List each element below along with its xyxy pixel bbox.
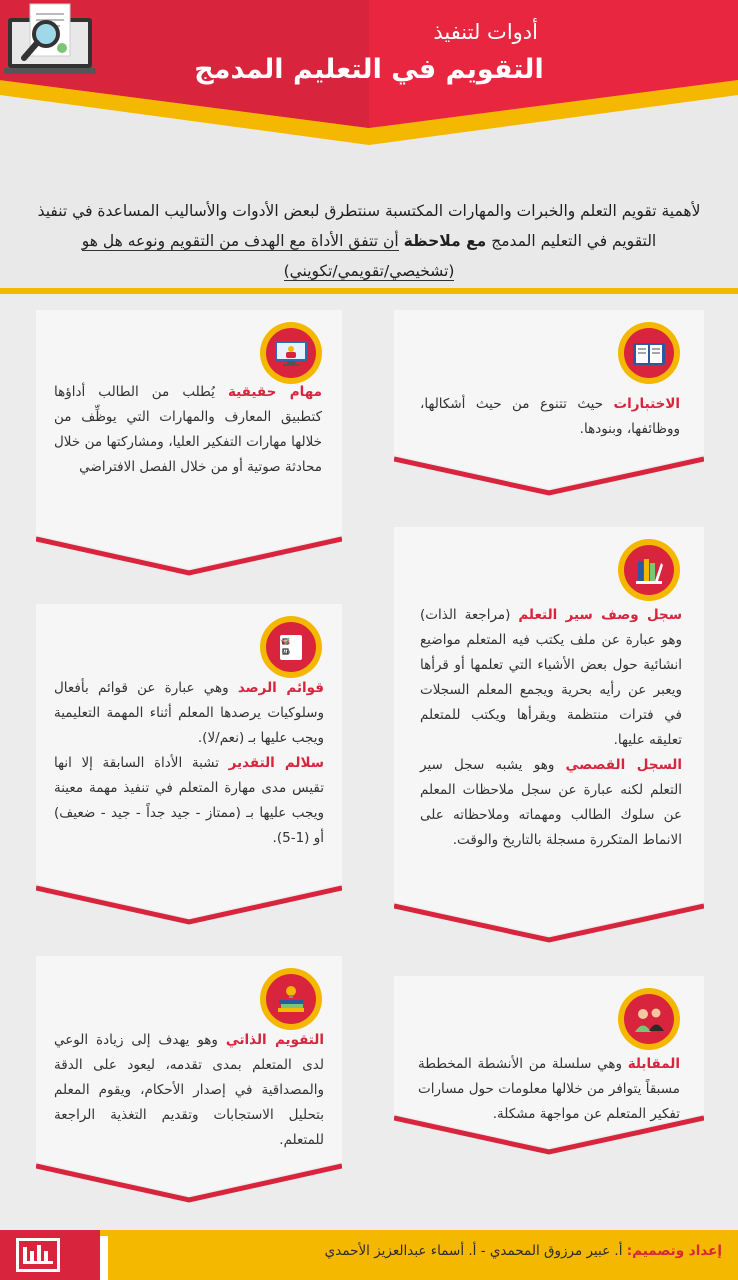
intro-bold: مع ملاحظة — [403, 232, 487, 250]
card-self-assessment — [36, 956, 342, 1222]
card-tasks-text: مهام حقيقية يُطلب من الطالب أداؤها كتطبيق المعارف والمهارات التي يوظِّف من خلالها مهارات التفكير العليا، ومشاركتها من خلال محادثة صوتية أو من خلال الفصل الافتراضي — [54, 384, 322, 475]
credits-label: إعداد وتصميم: — [626, 1243, 722, 1259]
card-interview — [394, 976, 704, 1174]
files-icon — [618, 539, 680, 601]
card-tests — [394, 310, 704, 515]
card-real-tasks — [36, 310, 342, 595]
header — [0, 0, 738, 180]
header-subtitle: أدوات لتنفيذ — [433, 20, 538, 44]
keyword-self-assessment: التقويم الذاتي — [225, 1032, 325, 1048]
video-lesson-icon — [260, 322, 322, 384]
logo-icon — [16, 1238, 60, 1272]
keyword-checklists: قوائم الرصد — [237, 680, 324, 696]
card-interview-text: المقابلة وهي سلسلة من الأنشطة المخططة مسبقاً يتوافر من خلالها معلومات حول مسارات تفكير المتعلم عن مواجهة مشكلة. — [418, 1056, 680, 1122]
card-log-text: سجل وصف سير التعلم (مراجعة الذات) وهو عبارة عن ملف يكتب فيه المتعلم مواضيع انشائية حول بعض الأشياء التي تعلمها أو قرأها ويعبر عن رأيه بحرية ويجمع المعلم السجلات في فترات منتظمة ويقرأها ويكتب للمتعلم تعليقه عليها. السجل القصصي وهو يشبه سجل سير التعلم لكنه عبارة عن سجل ملاحظات المعلم عن سلوك الطالب ومهماته وملاحظاته على الانماط المتكررة مسجلة بالتاريخ والوقت. — [420, 607, 683, 848]
footer — [0, 1230, 738, 1280]
keyword-learning-log: سجل وصف سير التعلم — [518, 607, 683, 623]
card-checklists — [36, 604, 342, 944]
svg-text:Yes: Yes — [280, 639, 290, 646]
card-checklists-text: قوائم الرصد وهي عبارة عن قوائم بأفعال وسلوكيات يرصدها المعلم أثناء المهمة التعليمية ويجب عليها بـ (نعم/لا). سلالم التقدير تشبة الأداة السابقة إلا انها تقيس مدى مهارة المتعلم في تنفيذ مهمة معينة ويجب عليها بـ (ممتاز - جيد جداً - جيد - ضعيف) أو (1-5). — [54, 680, 324, 846]
card-self-text: التقويم الذاتي وهو يهدف إلى زيادة الوعي لدى المتعلم بمدى تقدمه، ليعود على الدقة والمصداقية في إصدار الأحكام، ويقوم المعلم بتحليل الاستجابات وتقديم التغذية الراجعة للمتعلم. — [54, 1032, 325, 1148]
yes-no-checklist-icon — [260, 616, 322, 678]
keyword-tests: الاختبارات — [613, 396, 680, 412]
keyword-anecdotal-record: السجل القصصي — [565, 757, 683, 773]
credits — [325, 1243, 722, 1259]
keyword-real-tasks: مهام حقيقية — [227, 384, 322, 400]
book-icon — [618, 322, 680, 384]
card-tests-text: الاختبارات حيث تتنوع من حيث أشكالها، ووظائفها، وبنودها. — [420, 396, 680, 437]
svg-text:No: No — [281, 649, 290, 656]
card-learning-log — [394, 527, 704, 962]
books-lightbulb-icon — [260, 968, 322, 1030]
credits-names: أ. عبير مرزوق المحمدي - أ. أسماء عبدالعزيز الأحمدي — [324, 1243, 623, 1259]
intro-part2: أن تتفق الأداة مع الهدف من التقويم ونوعه هل هو — [81, 232, 399, 250]
intro-paragraph — [20, 196, 718, 286]
monitor-magnifier-icon — [0, 0, 100, 80]
intro-types: (تشخيصي/تقويمي/تكويني) — [283, 262, 455, 280]
intro-part1: لأهمية تقويم التعلم والخبرات والمهارات المكتسبة سنتطرق لبعض الأدوات والأساليب المساعدة في تنفيذ التقويم في التعليم المدمج — [37, 202, 701, 250]
keyword-interview: المقابلة — [627, 1056, 680, 1072]
interview-people-icon — [618, 988, 680, 1050]
keyword-rating-scales: سلالم التقدير — [228, 755, 324, 771]
page-title: التقويم في التعليم المدمج — [194, 54, 544, 85]
